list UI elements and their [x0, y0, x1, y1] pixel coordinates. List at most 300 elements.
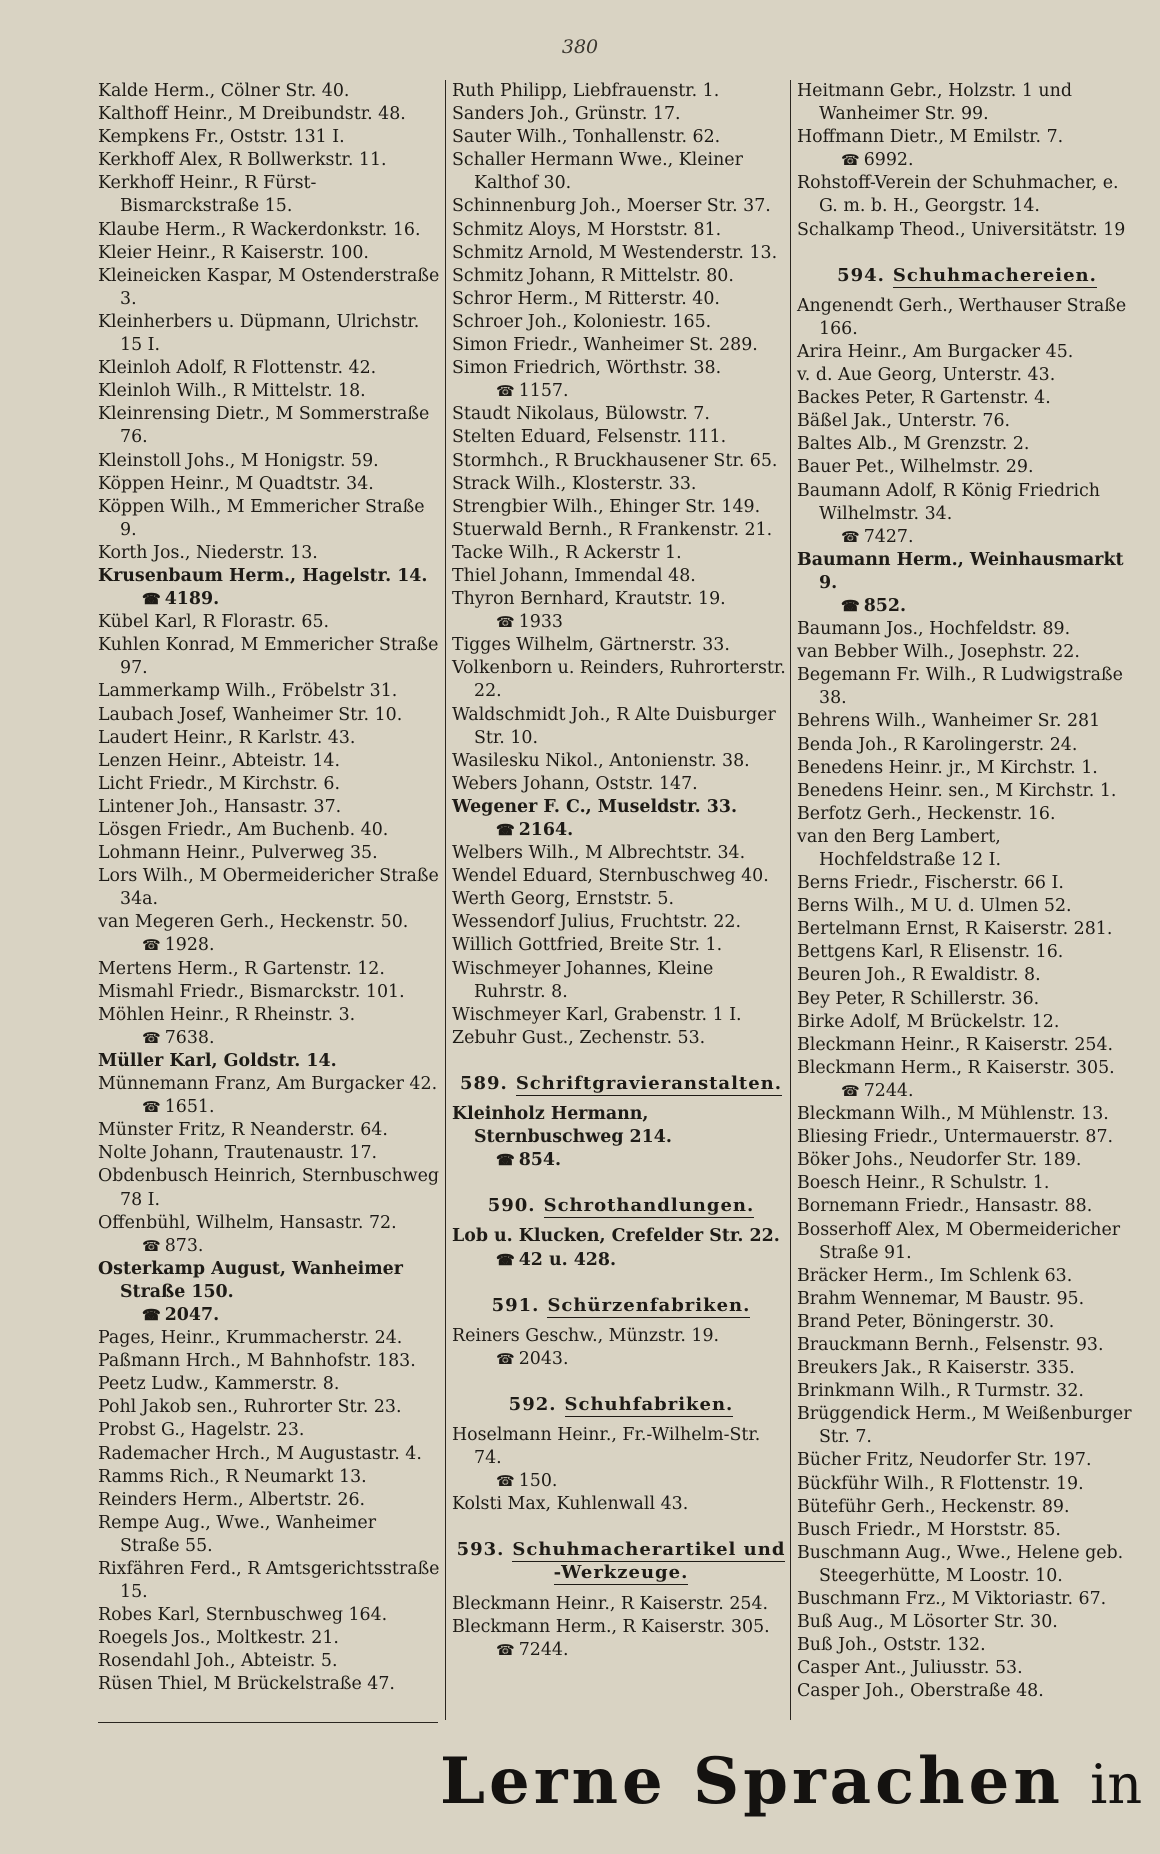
directory-entry [797, 172, 1137, 218]
entry-text: Paßmann Hrch., M Bahnhofstr. 183. [98, 1351, 416, 1372]
entry-text: Bleckmann Wilh., M Mühlenstr. 13. [797, 1104, 1109, 1125]
entry-text: Werth Georg, Ernststr. 5. [452, 889, 675, 910]
directory-entry [98, 981, 441, 1004]
directory-entry [452, 1225, 790, 1271]
entry-text: Buschmann Aug., Wwe., Helene geb. Steegerhütte, M Loostr. 10. [797, 1542, 1124, 1586]
directory-entry [452, 934, 790, 957]
directory-entry [797, 480, 1137, 549]
entry-text: Thiel Johann, Immendal 48. [452, 565, 696, 586]
entry-text: Bücher Fritz, Neudorfer Str. 197. [797, 1450, 1092, 1471]
directory-entry [98, 103, 441, 126]
entry-text: Kolsti Max, Kuhlenwall 43. [452, 1494, 689, 1515]
directory-entry [452, 450, 790, 473]
directory-entry [797, 1657, 1137, 1680]
entry-text: Birke Adolf, M Brückelstr. 12. [797, 1011, 1060, 1032]
directory-entry [797, 1126, 1137, 1149]
column-1 [98, 80, 441, 1720]
entry-text: van Megeren Gerh., Heckenstr. 50. [98, 912, 409, 933]
section-number: 591. [491, 1294, 540, 1316]
directory-entry [98, 1212, 441, 1258]
directory-entry [797, 1680, 1137, 1703]
section-title: Schriftgravieranstalten. [515, 1072, 783, 1094]
telephone-icon: ☎ [841, 151, 860, 170]
directory-entry [98, 1373, 441, 1396]
entry-text: Benda Joh., R Karolingerstr. 24. [797, 734, 1078, 755]
entry-text: Lohmann Heinr., Pulverweg 35. [98, 843, 378, 864]
columns-container [98, 80, 1138, 1720]
entry-phone [120, 934, 441, 957]
entry-text: Hoselmann Heinr., Fr.-Wilhelm-Str. 74. [452, 1424, 761, 1469]
directory-entry [98, 1004, 441, 1050]
entry-text: Baumann Jos., Hochfeldstr. 89. [797, 619, 1071, 640]
directory-entry [98, 496, 441, 542]
entry-phone [474, 1470, 790, 1493]
entry-text: Casper Joh., Oberstraße 48. [797, 1681, 1044, 1702]
directory-entry [98, 219, 441, 242]
directory-entry [797, 295, 1137, 341]
entry-text: Kempkens Fr., Oststr. 131 I. [98, 127, 345, 148]
directory-entry [452, 195, 790, 218]
entry-text: Schmitz Arnold, M Westenderstr. 13. [452, 242, 778, 263]
entry-text: Bliesing Friedr., Untermauerstr. 87. [797, 1127, 1114, 1148]
entry-text: Simon Friedrich, Wörthstr. 38. [452, 358, 722, 379]
directory-entry [98, 242, 441, 265]
entry-text: v. d. Aue Georg, Unterstr. 43. [797, 365, 1056, 386]
telephone-icon: ☎ [496, 1250, 515, 1269]
entry-text: Bäßel Jak., Unterstr. 76. [797, 411, 1011, 432]
phone-number: 1928. [164, 935, 215, 956]
directory-entry [98, 311, 441, 357]
column-3 [790, 80, 1137, 1720]
page-number: 380 [561, 36, 599, 58]
directory-entry [797, 1403, 1137, 1449]
directory-entry [797, 549, 1137, 618]
entry-text: Willich Gottfried, Breite Str. 1. [452, 935, 723, 956]
entry-text: Laudert Heinr., R Karlstr. 43. [98, 727, 356, 748]
entry-text: Pohl Jakob sen., Ruhrorter Str. 23. [98, 1397, 402, 1418]
entry-phone [819, 149, 1137, 172]
entry-text: Baumann Adolf, R König Friedrich Wilhelmstr. 34. [797, 480, 1100, 524]
entry-text: Waldschmidt Joh., R Alte Duisburger Str. 10. [452, 704, 776, 748]
entry-phone [474, 1639, 790, 1662]
telephone-icon: ☎ [841, 527, 860, 546]
directory-entry [797, 710, 1137, 733]
entry-phone [819, 595, 1137, 618]
directory-entry [797, 219, 1137, 242]
directory-entry [797, 1519, 1137, 1542]
directory-entry [452, 311, 790, 334]
directory-entry [452, 242, 790, 265]
section-number: 589. [459, 1072, 508, 1094]
directory-entry [98, 565, 441, 611]
entry-text: Beuren Joh., R Ewaldistr. 8. [797, 965, 1041, 986]
telephone-icon: ☎ [142, 1098, 161, 1117]
entry-text: Möhlen Heinr., R Rheinstr. 3. [98, 1004, 356, 1025]
entry-text: Welbers Wilh., M Albrechtstr. 34. [452, 843, 746, 864]
directory-entry [452, 80, 790, 103]
telephone-icon: ☎ [142, 1028, 161, 1047]
directory-entry [797, 1219, 1137, 1265]
directory-entry [98, 473, 441, 496]
entry-text: Casper Ant., Juliusstr. 53. [797, 1658, 1023, 1679]
entry-text: Probst G., Hagelstr. 23. [98, 1420, 305, 1441]
directory-entry [98, 126, 441, 149]
entry-text: van den Berg Lambert, Hochfeldstraße 12 I. [797, 826, 1002, 870]
phone-number: 7244. [863, 1080, 914, 1101]
entry-text: Bauer Pet., Wilhelmstr. 29. [797, 457, 1034, 478]
phone-number: 1157. [518, 381, 569, 402]
directory-entry [797, 1011, 1137, 1034]
entry-text: Müller Karl, Goldstr. 14. [98, 1050, 337, 1071]
directory-entry [452, 103, 790, 126]
entry-text: Volkenborn u. Reinders, Ruhrorterstr. 22. [452, 658, 786, 702]
section-heading [797, 264, 1137, 287]
directory-entry [797, 1195, 1137, 1218]
telephone-icon: ☎ [142, 1236, 161, 1255]
directory-entry [797, 387, 1137, 410]
directory-entry [797, 988, 1137, 1011]
telephone-icon: ☎ [496, 821, 515, 839]
section-number: 590. [487, 1195, 536, 1217]
entry-text: Angenendt Gerh., Werthauser Straße 166. [797, 295, 1127, 339]
entry-text: Schinnenburg Joh., Moerser Str. 37. [452, 196, 771, 217]
section-heading [452, 1294, 790, 1317]
entry-text: Lenzen Heinr., Abteistr. 14. [98, 750, 340, 771]
directory-entry [452, 750, 790, 773]
entry-text: Kleinrensing Dietr., M Sommerstraße 76. [98, 404, 430, 448]
entry-text: Kalde Herm., Cölner Str. 40. [98, 81, 350, 101]
telephone-icon: ☎ [496, 613, 515, 632]
directory-entry [797, 826, 1137, 872]
directory-entry [797, 341, 1137, 364]
directory-entry [452, 426, 790, 449]
entry-text: Wessendorf Julius, Fruchtstr. 22. [452, 912, 741, 933]
directory-entry [797, 757, 1137, 780]
directory-entry [452, 519, 790, 542]
entry-text: Buß Joh., Oststr. 132. [797, 1635, 986, 1656]
entry-text: Lösgen Friedr., Am Buchenb. 40. [98, 820, 389, 840]
directory-entry [452, 1424, 790, 1493]
entry-text: Kübel Karl, R Florastr. 65. [98, 612, 330, 633]
entry-text: Kalthoff Heinr., M Dreibundstr. 48. [98, 104, 406, 125]
directory-entry [452, 634, 790, 657]
entry-text: Rohstoff-Verein der Schuhmacher, e. G. m. b. H., Georgstr. 14. [797, 173, 1119, 217]
directory-entry [797, 964, 1137, 987]
entry-text: Wasilesku Nikol., Antonienstr. 38. [452, 750, 750, 771]
entry-text: Wendel Eduard, Sternbuschweg 40. [452, 866, 769, 887]
phone-number: 6992. [863, 150, 914, 171]
section-heading [452, 1538, 790, 1584]
entry-phone [474, 611, 790, 634]
entry-text: Lammerkamp Wilh., Fröbelstr 31. [98, 681, 398, 702]
directory-entry [452, 219, 790, 242]
phone-number: 7244. [518, 1639, 569, 1660]
entry-text: Stuerwald Bernh., R Frankenstr. 21. [452, 519, 773, 540]
directory-entry [797, 433, 1137, 456]
directory-entry [797, 1473, 1137, 1496]
directory-entry [797, 1334, 1137, 1357]
entry-text: Thyron Bernhard, Krautstr. 19. [452, 589, 726, 610]
entry-text: Kleinloh Adolf, R Flottenstr. 42. [98, 358, 377, 379]
entry-text: Rademacher Hrch., M Augustastr. 4. [98, 1443, 422, 1464]
directory-entry [452, 565, 790, 588]
entry-text: Rosendahl Joh., Abteistr. 5. [98, 1651, 338, 1672]
directory-entry [98, 1165, 441, 1211]
entry-text: Schalkamp Theod., Universitätstr. 19 [797, 219, 1126, 240]
entry-text: Kleinstoll Johs., M Honigstr. 59. [98, 450, 379, 471]
entry-text: Tigges Wilhelm, Gärtnerstr. 33. [452, 635, 730, 656]
directory-entry [98, 611, 441, 634]
entry-text: Wegener F. C., Museldstr. 33. [452, 796, 737, 817]
directory-entry [98, 750, 441, 773]
phone-number: 2164. [518, 820, 574, 840]
directory-entry [98, 80, 441, 103]
entry-text: Kerkhoff Heinr., R Fürst-Bismarckstraße 15. [98, 173, 317, 217]
entry-text: Benedens Heinr. sen., M Kirchstr. 1. [797, 780, 1117, 801]
phone-number: 1651. [164, 1097, 215, 1118]
section-title: Schuhmachereien. [892, 264, 1097, 286]
section-number: 594. [837, 264, 885, 286]
advertisement-tail-text: in [1090, 1753, 1143, 1816]
directory-entry [797, 872, 1137, 895]
entry-text: Rempe Aug., Wwe., Wanheimer Straße 55. [98, 1512, 377, 1556]
directory-entry [98, 1050, 441, 1073]
directory-entry [797, 364, 1137, 387]
entry-text: Lob u. Klucken, Crefelder Str. 22. [452, 1226, 780, 1247]
entry-text: Baltes Alb., M Grenzstr. 2. [797, 434, 1030, 455]
directory-entry [797, 1172, 1137, 1195]
entry-text: Bettgens Karl, R Elisenstr. 16. [797, 942, 1064, 963]
entry-text: Bleckmann Herm., R Kaiserstr. 305. [452, 1616, 770, 1637]
entry-text: Korth Jos., Niederstr. 13. [98, 542, 318, 563]
directory-entry [98, 149, 441, 172]
directory-entry [797, 780, 1137, 803]
directory-entry [797, 1380, 1137, 1403]
directory-entry [797, 80, 1137, 126]
directory-entry [452, 911, 790, 934]
directory-entry [797, 664, 1137, 710]
directory-entry [98, 1396, 441, 1419]
directory-entry [98, 357, 441, 380]
entry-text: Breukers Jak., R Kaiserstr. 335. [797, 1358, 1075, 1379]
telephone-icon: ☎ [496, 1472, 515, 1491]
phone-number: 873. [164, 1235, 204, 1256]
directory-entry [98, 634, 441, 680]
directory-entry [98, 1489, 441, 1512]
directory-entry [797, 1103, 1137, 1126]
directory-entry [98, 1673, 441, 1696]
entry-text: Bleckmann Heinr., R Kaiserstr. 254. [452, 1593, 769, 1614]
entry-text: Köppen Wilh., M Emmericher Straße 9. [98, 496, 425, 540]
entry-text: Schror Herm., M Ritterstr. 40. [452, 288, 720, 309]
entry-text: Strack Wilh., Klosterstr. 33. [452, 473, 697, 494]
entry-text: Staudt Nikolaus, Bülowstr. 7. [452, 404, 710, 425]
directory-entry [98, 1073, 441, 1119]
entry-text: Peetz Ludw., Kammerstr. 8. [98, 1374, 340, 1395]
directory-entry [98, 680, 441, 703]
entry-phone [474, 380, 790, 403]
telephone-icon: ☎ [142, 1305, 161, 1324]
entry-text: Lintener Joh., Hansastr. 37. [98, 796, 342, 817]
telephone-icon: ☎ [142, 590, 161, 609]
entry-phone [819, 526, 1137, 549]
directory-entry [797, 410, 1137, 433]
directory-entry [452, 958, 790, 1004]
telephone-icon: ☎ [496, 382, 515, 401]
entry-phone [120, 1304, 441, 1327]
directory-entry [452, 1027, 790, 1050]
entry-text: Robes Karl, Sternbuschweg 164. [98, 1605, 388, 1626]
entry-text: Berns Friedr., Fischerstr. 66 I. [797, 873, 1064, 894]
directory-entry [98, 1258, 441, 1327]
entry-text: Nolte Johann, Trautenaustr. 17. [98, 1143, 378, 1164]
entry-text: Bey Peter, R Schillerstr. 36. [797, 988, 1040, 1009]
directory-entry [797, 1357, 1137, 1380]
entry-phone [474, 1348, 790, 1371]
entry-text: Reiners Geschw., Münzstr. 19. [452, 1325, 720, 1346]
entry-phone [474, 819, 790, 842]
directory-entry [98, 450, 441, 473]
directory-entry [452, 842, 790, 865]
directory-entry [452, 796, 790, 842]
directory-entry [98, 796, 441, 819]
directory-entry [98, 1443, 441, 1466]
directory-entry [98, 1327, 441, 1350]
directory-entry [452, 1103, 790, 1172]
entry-text: Obdenbusch Heinrich, Sternbuschweg 78 I. [98, 1166, 440, 1210]
entry-text: Brinkmann Wilh., R Turmstr. 32. [797, 1381, 1084, 1402]
directory-entry [797, 126, 1137, 172]
directory-entry [797, 918, 1137, 941]
section-title: Schuhfabriken. [564, 1393, 734, 1415]
entry-text: Böker Johs., Neudorfer Str. 189. [797, 1150, 1082, 1171]
telephone-icon: ☎ [496, 1349, 515, 1368]
entry-text: Bleckmann Herm., R Kaiserstr. 305. [797, 1057, 1115, 1078]
directory-entry [452, 588, 790, 634]
directory-entry [98, 911, 441, 957]
phone-number: 42 u. 428. [518, 1249, 617, 1270]
directory-entry [98, 265, 441, 311]
entry-text: Strengbier Wilh., Ehinger Str. 149. [452, 496, 761, 517]
directory-entry [797, 1311, 1137, 1334]
entry-text: Stelten Eduard, Felsenstr. 111. [452, 427, 727, 448]
entry-text: Rüsen Thiel, M Brückelstraße 47. [98, 1674, 395, 1695]
entry-text: Bückführ Wilh., R Flottenstr. 19. [797, 1473, 1084, 1494]
directory-entry [98, 819, 441, 842]
entry-text: Sauter Wilh., Tonhallenstr. 62. [452, 127, 721, 148]
phone-number: 2047. [164, 1304, 220, 1325]
entry-text: Kleinloh Wilh., R Mittelstr. 18. [98, 381, 366, 402]
section-title: Schrothandlungen. [543, 1195, 755, 1217]
telephone-icon: ☎ [841, 596, 860, 615]
entry-text: Osterkamp August, Wanheimer Straße 150. [98, 1258, 403, 1302]
directory-entry [98, 1512, 441, 1558]
entry-phone [819, 1080, 1137, 1103]
telephone-icon: ☎ [496, 1151, 515, 1170]
directory-entry [98, 773, 441, 796]
directory-entry [797, 1496, 1137, 1519]
entry-phone [474, 1249, 790, 1272]
directory-entry [98, 1119, 441, 1142]
directory-entry [98, 1419, 441, 1442]
directory-entry [452, 1493, 790, 1516]
directory-entry [98, 172, 441, 218]
section-heading [452, 1194, 790, 1217]
section-title: Schürzenfabriken. [547, 1294, 751, 1316]
directory-entry [98, 1350, 441, 1373]
directory-entry [98, 1558, 441, 1604]
entry-text: Bornemann Friedr., Hansastr. 88. [797, 1196, 1093, 1217]
entry-text: Berfotz Gerh., Heckenstr. 16. [797, 803, 1056, 824]
directory-entry [797, 1588, 1137, 1611]
directory-entry [797, 1611, 1137, 1634]
entry-text: Kerkhoff Alex, R Bollwerkstr. 11. [98, 150, 387, 171]
directory-entry [98, 1604, 441, 1627]
column-bottom-rule [98, 1722, 438, 1723]
entry-text: Begemann Fr. Wilh., R Ludwigstraße 38. [797, 665, 1123, 709]
entry-text: Brand Peter, Böningerstr. 30. [797, 1311, 1055, 1332]
telephone-icon: ☎ [841, 1081, 860, 1100]
directory-entry [452, 1004, 790, 1027]
entry-text: Busch Friedr., M Horststr. 85. [797, 1519, 1061, 1540]
entry-text: Bräcker Herm., Im Schlenk 63. [797, 1265, 1073, 1286]
phone-number: 852. [863, 595, 907, 616]
directory-entry [98, 727, 441, 750]
directory-entry [98, 1650, 441, 1673]
directory-entry [98, 542, 441, 565]
entry-text: Krusenbaum Herm., Hagelstr. 14. [98, 565, 428, 586]
phone-number: 2043. [518, 1348, 569, 1369]
entry-text: Baumann Herm., Weinhausmarkt 9. [797, 549, 1124, 593]
directory-entry [452, 542, 790, 565]
entry-text: van Bebber Wilh., Josephstr. 22. [797, 642, 1080, 663]
section-heading [452, 1393, 790, 1416]
directory-entry [98, 1142, 441, 1165]
entry-text: Schmitz Johann, R Mittelstr. 80. [452, 265, 734, 286]
directory-entry [98, 958, 441, 981]
entry-text: Boesch Heinr., R Schulstr. 1. [797, 1173, 1050, 1194]
directory-entry [452, 888, 790, 911]
advertisement-main-text: Lerne Sprachen [440, 1744, 1064, 1819]
entry-text: Schaller Hermann Wwe., Kleiner Kalthof 30. [452, 150, 743, 194]
entry-text: Berns Wilh., M U. d. Ulmen 52. [797, 896, 1072, 917]
telephone-icon: ☎ [142, 936, 161, 955]
directory-entry [797, 734, 1137, 757]
directory-entry [98, 1627, 441, 1650]
entry-phone [120, 1096, 441, 1119]
entry-text: Zebuhr Gust., Zechenstr. 53. [452, 1027, 706, 1048]
entry-text: Schmitz Aloys, M Horststr. 81. [452, 219, 722, 240]
entry-text: Buß Aug., M Lösorter Str. 30. [797, 1612, 1058, 1633]
directory-entry [98, 403, 441, 449]
directory-entry [452, 773, 790, 796]
directory-entry [797, 1449, 1137, 1472]
entry-text: Mertens Herm., R Gartenstr. 12. [98, 958, 385, 979]
entry-text: Kleineicken Kaspar, M Ostenderstraße 3. [98, 265, 440, 309]
entry-text: Webers Johann, Oststr. 147. [452, 773, 698, 794]
directory-entry [98, 842, 441, 865]
directory-entry [452, 288, 790, 311]
entry-text: Licht Friedr., M Kirchstr. 6. [98, 773, 341, 794]
directory-entry [452, 704, 790, 750]
entry-text: Offenbühl, Wilhelm, Hansastr. 72. [98, 1212, 397, 1233]
directory-entry [98, 1466, 441, 1489]
directory-entry [452, 334, 790, 357]
entry-text: Benedens Heinr. jr., M Kirchstr. 1. [797, 757, 1098, 778]
entry-text: Brüggendick Herm., M Weißenburger Str. 7. [797, 1404, 1132, 1448]
entry-text: Kleinholz Hermann, Sternbuschweg 214. [452, 1104, 672, 1148]
directory-entry [797, 803, 1137, 826]
